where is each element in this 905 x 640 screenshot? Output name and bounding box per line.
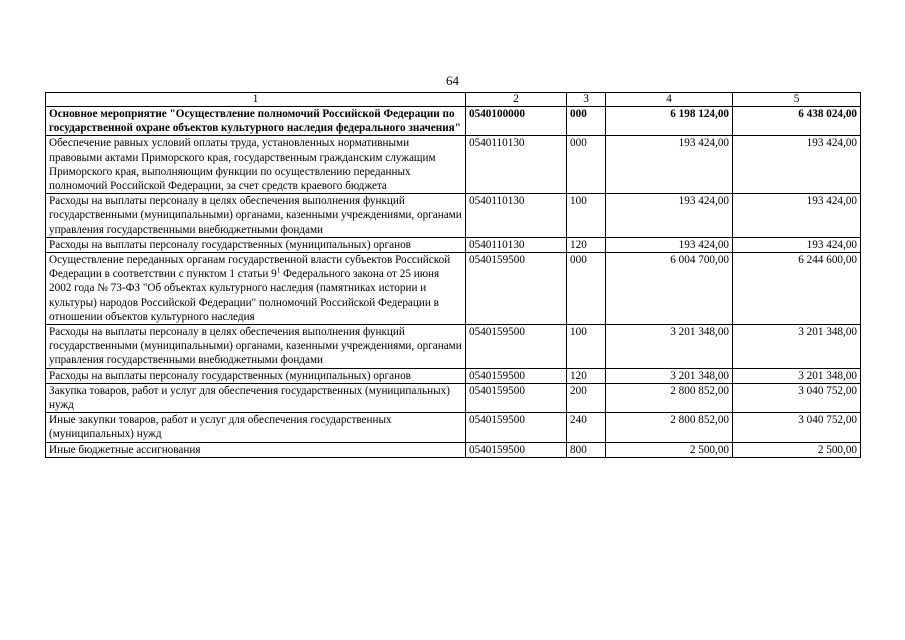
row-amount-2: 2 500,00 (733, 442, 861, 457)
row-amount-2: 6 438 024,00 (733, 107, 861, 136)
row-code: 0540159500 (466, 368, 567, 383)
table-row (46, 442, 861, 457)
row-name-part2: Федерального закона от 25 июня 2002 года № 73-ФЗ "Об объектах культурного наследия (памятниках истории и культуры) народов Российской Федерации" полномочий Российской Федерации в отношении объектов культурного наследия (49, 268, 440, 323)
table-row (46, 107, 861, 136)
row-code: 0540159500 (466, 442, 567, 457)
table-row (46, 413, 861, 442)
row-amount-2: 193 424,00 (733, 136, 861, 194)
table-row (46, 325, 861, 369)
table-header-row (46, 93, 861, 107)
row-code: 0540110130 (466, 194, 567, 238)
row-amount-1: 2 800 852,00 (606, 383, 733, 412)
row-expense-type: 240 (567, 413, 606, 442)
row-amount-1: 3 201 348,00 (606, 368, 733, 383)
header-col-2: 2 (466, 93, 567, 107)
row-name-part1: Осуществление переданных органам государственной власти субъектов Российской Федерации в соответствии с пунктом 1 статьи 9 (49, 254, 451, 281)
row-amount-2: 3 201 348,00 (733, 325, 861, 369)
row-amount-2: 3 040 752,00 (733, 413, 861, 442)
row-amount-1: 193 424,00 (606, 136, 733, 194)
row-expense-type: 800 (567, 442, 606, 457)
row-amount-2: 3 201 348,00 (733, 368, 861, 383)
table-row (46, 253, 861, 325)
row-name: Расходы на выплаты персоналу в целях обеспечения выполнения функций государственными (муниципальными) органами, казенными учреждениями, органами управления государственными внебюджетными фондами (46, 325, 466, 369)
row-code: 0540110130 (466, 237, 567, 252)
budget-table (45, 92, 861, 458)
row-amount-1: 6 198 124,00 (606, 107, 733, 136)
row-amount-2: 6 244 600,00 (733, 253, 861, 325)
row-name: Основное мероприятие "Осуществление полномочий Российской Федерации по государственной охране объектов культурного наследия федерального значения" (46, 107, 466, 136)
table-row (46, 237, 861, 252)
row-amount-2: 193 424,00 (733, 194, 861, 238)
row-code: 0540110130 (466, 136, 567, 194)
row-expense-type: 000 (567, 253, 606, 325)
table-row (46, 368, 861, 383)
row-name: Расходы на выплаты персоналу государственных (муниципальных) органов (46, 368, 466, 383)
row-name (46, 253, 466, 325)
row-expense-type: 200 (567, 383, 606, 412)
row-code: 0540159500 (466, 413, 567, 442)
row-name: Иные закупки товаров, работ и услуг для обеспечения государственных (муниципальных) нужд (46, 413, 466, 442)
row-name: Закупка товаров, работ и услуг для обеспечения государственных (муниципальных) нужд (46, 383, 466, 412)
row-expense-type: 120 (567, 237, 606, 252)
row-amount-1: 193 424,00 (606, 194, 733, 238)
row-amount-1: 193 424,00 (606, 237, 733, 252)
row-code: 0540159500 (466, 383, 567, 412)
row-code: 0540100000 (466, 107, 567, 136)
table-row (46, 194, 861, 238)
table-row (46, 136, 861, 194)
header-col-5: 5 (733, 93, 861, 107)
row-amount-1: 2 800 852,00 (606, 413, 733, 442)
row-code: 0540159500 (466, 325, 567, 369)
row-amount-1: 3 201 348,00 (606, 325, 733, 369)
page-number: 64 (446, 73, 459, 88)
row-expense-type: 100 (567, 194, 606, 238)
row-expense-type: 120 (567, 368, 606, 383)
row-code: 0540159500 (466, 253, 567, 325)
row-name-superscript: 1 (276, 266, 281, 275)
row-name: Расходы на выплаты персоналу в целях обеспечения выполнения функций государственными (муниципальными) органами, казенными учреждениями, органами управления государственными внебюджетными фондами (46, 194, 466, 238)
header-col-4: 4 (606, 93, 733, 107)
row-amount-2: 3 040 752,00 (733, 383, 861, 412)
row-expense-type: 000 (567, 107, 606, 136)
header-col-3: 3 (567, 93, 606, 107)
row-amount-2: 193 424,00 (733, 237, 861, 252)
row-name: Расходы на выплаты персоналу государственных (муниципальных) органов (46, 237, 466, 252)
row-expense-type: 100 (567, 325, 606, 369)
row-name: Обеспечение равных условий оплаты труда, установленных нормативными правовыми актами Приморского края, государственным гражданским служащим Приморского края, выполняющим функции по осуществлению переданных полномочий Российской Федерации, за счет средств краевого бюджета (46, 136, 466, 194)
row-amount-1: 6 004 700,00 (606, 253, 733, 325)
row-expense-type: 000 (567, 136, 606, 194)
row-name: Иные бюджетные ассигнования (46, 442, 466, 457)
row-amount-1: 2 500,00 (606, 442, 733, 457)
table-row (46, 383, 861, 412)
header-col-1: 1 (46, 93, 466, 107)
